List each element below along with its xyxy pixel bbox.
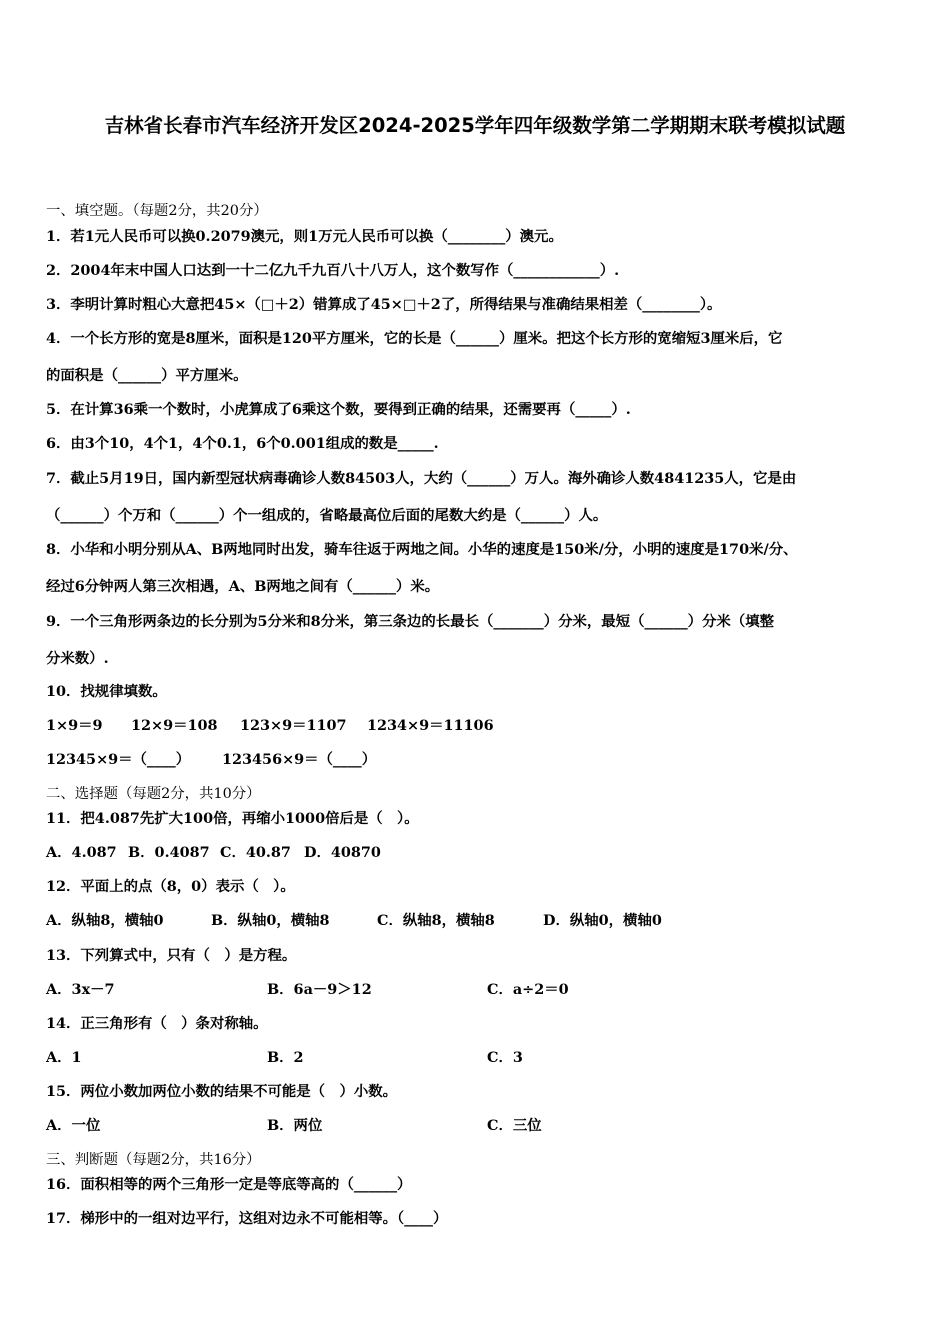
pattern-item: 1×9＝9 xyxy=(46,717,103,734)
option: B．2 xyxy=(267,1049,304,1066)
question-5: 5．在计算36乘一个数时，小虎算成了6乘这个数，要得到正确的结果，还需要再（_____）. xyxy=(46,401,631,418)
question-9-line-2: 分米数）. xyxy=(46,650,109,667)
section-true-false: 三、判断题（每题2分，共16分） xyxy=(46,1152,261,1168)
question-13: 13．下列算式中，只有（ ）是方程。 xyxy=(46,947,297,964)
question-17: 17．梯形中的一组对边平行，这组对边永不可能相等。（____） xyxy=(46,1210,448,1227)
question-8-line-2: 经过6分钟两人第三次相遇，A、B两地之间有（______）米。 xyxy=(46,578,440,595)
option: C．3 xyxy=(487,1049,523,1066)
question-16: 16．面积相等的两个三角形一定是等底等高的（______） xyxy=(46,1176,412,1193)
pattern-item: 12345×9＝（____） xyxy=(46,751,191,768)
option: B．0.4087 xyxy=(128,844,210,861)
question-4-line-2: 的面积是（______）平方厘米。 xyxy=(46,367,248,384)
pattern-item: 123×9＝1107 xyxy=(240,717,347,734)
question-3: 3．李明计算时粗心大意把45×（□＋2）错算成了45×□＋2了，所得结果与准确结果相差（________）。 xyxy=(46,296,722,313)
pattern-item: 123456×9＝（____） xyxy=(222,751,377,768)
question-9-line-1: 9．一个三角形两条边的长分别为5分米和8分米，第三条边的长最长（_______）分米，最短（______）分米（填整 xyxy=(46,613,774,630)
option: C．40.87 xyxy=(220,844,291,861)
question-4-line-1: 4．一个长方形的宽是8厘米，面积是120平方厘米，它的长是（______）厘米。把这个长方形的宽缩短3厘米后，它 xyxy=(46,330,783,347)
section-multiple-choice: 二、选择题（每题2分，共10分） xyxy=(46,786,261,802)
question-7-line-1: 7．截止5月19日，国内新型冠状病毒确诊人数84503人，大约（______）万人。海外确诊人数4841235人，它是由 xyxy=(46,470,797,487)
question-15: 15．两位小数加两位小数的结果不可能是（ ）小数。 xyxy=(46,1083,398,1100)
option: C．纵轴8，横轴8 xyxy=(377,912,495,929)
option: D．纵轴0，横轴0 xyxy=(543,912,662,929)
option: A．一位 xyxy=(46,1117,101,1134)
section-fill-blank: 一、填空题。（每题2分，共20分） xyxy=(46,203,268,219)
option: A．4.087 xyxy=(46,844,117,861)
option: C．a÷2＝0 xyxy=(487,981,569,998)
question-12: 12．平面上的点（8，0）表示（ ）。 xyxy=(46,878,295,895)
question-10: 10．找规律填数。 xyxy=(46,683,167,700)
question-7-line-2: （______）个万和（______）个一组成的，省略最高位后面的尾数大约是（______）人。 xyxy=(46,507,608,524)
pattern-item: 12×9＝108 xyxy=(131,717,218,734)
option: A．1 xyxy=(46,1049,82,1066)
pattern-item: 1234×9＝11106 xyxy=(367,717,494,734)
option: B．两位 xyxy=(267,1117,323,1134)
question-11: 11．把4.087先扩大100倍，再缩小1000倍后是（ ）。 xyxy=(46,810,419,827)
question-8-line-1: 8．小华和小明分别从A、B两地同时出发，骑车往返于两地之间。小华的速度是150米/分，小明的速度是170米/分、 xyxy=(46,541,798,558)
option: A．纵轴8，横轴0 xyxy=(46,912,164,929)
question-6: 6．由3个10，4个1，4个0.1，6个0.001组成的数是_____. xyxy=(46,435,439,452)
option: B．纵轴0，横轴8 xyxy=(211,912,330,929)
option: B．6a－9＞12 xyxy=(267,981,372,998)
question-1: 1．若1元人民币可以换0.2079澳元，则1万元人民币可以换（________）澳元。 xyxy=(46,228,563,245)
question-14: 14．正三角形有（ ）条对称轴。 xyxy=(46,1015,268,1032)
option: C．三位 xyxy=(487,1117,542,1134)
option: D．40870 xyxy=(304,844,381,861)
exam-title: 吉林省长春市汽车经济开发区2024-2025学年四年级数学第二学期期末联考模拟试题 xyxy=(104,114,846,137)
question-2: 2．2004年末中国人口达到一十二亿九千九百八十八万人，这个数写作（____________）. xyxy=(46,262,620,279)
option: A．3x－7 xyxy=(46,981,115,998)
